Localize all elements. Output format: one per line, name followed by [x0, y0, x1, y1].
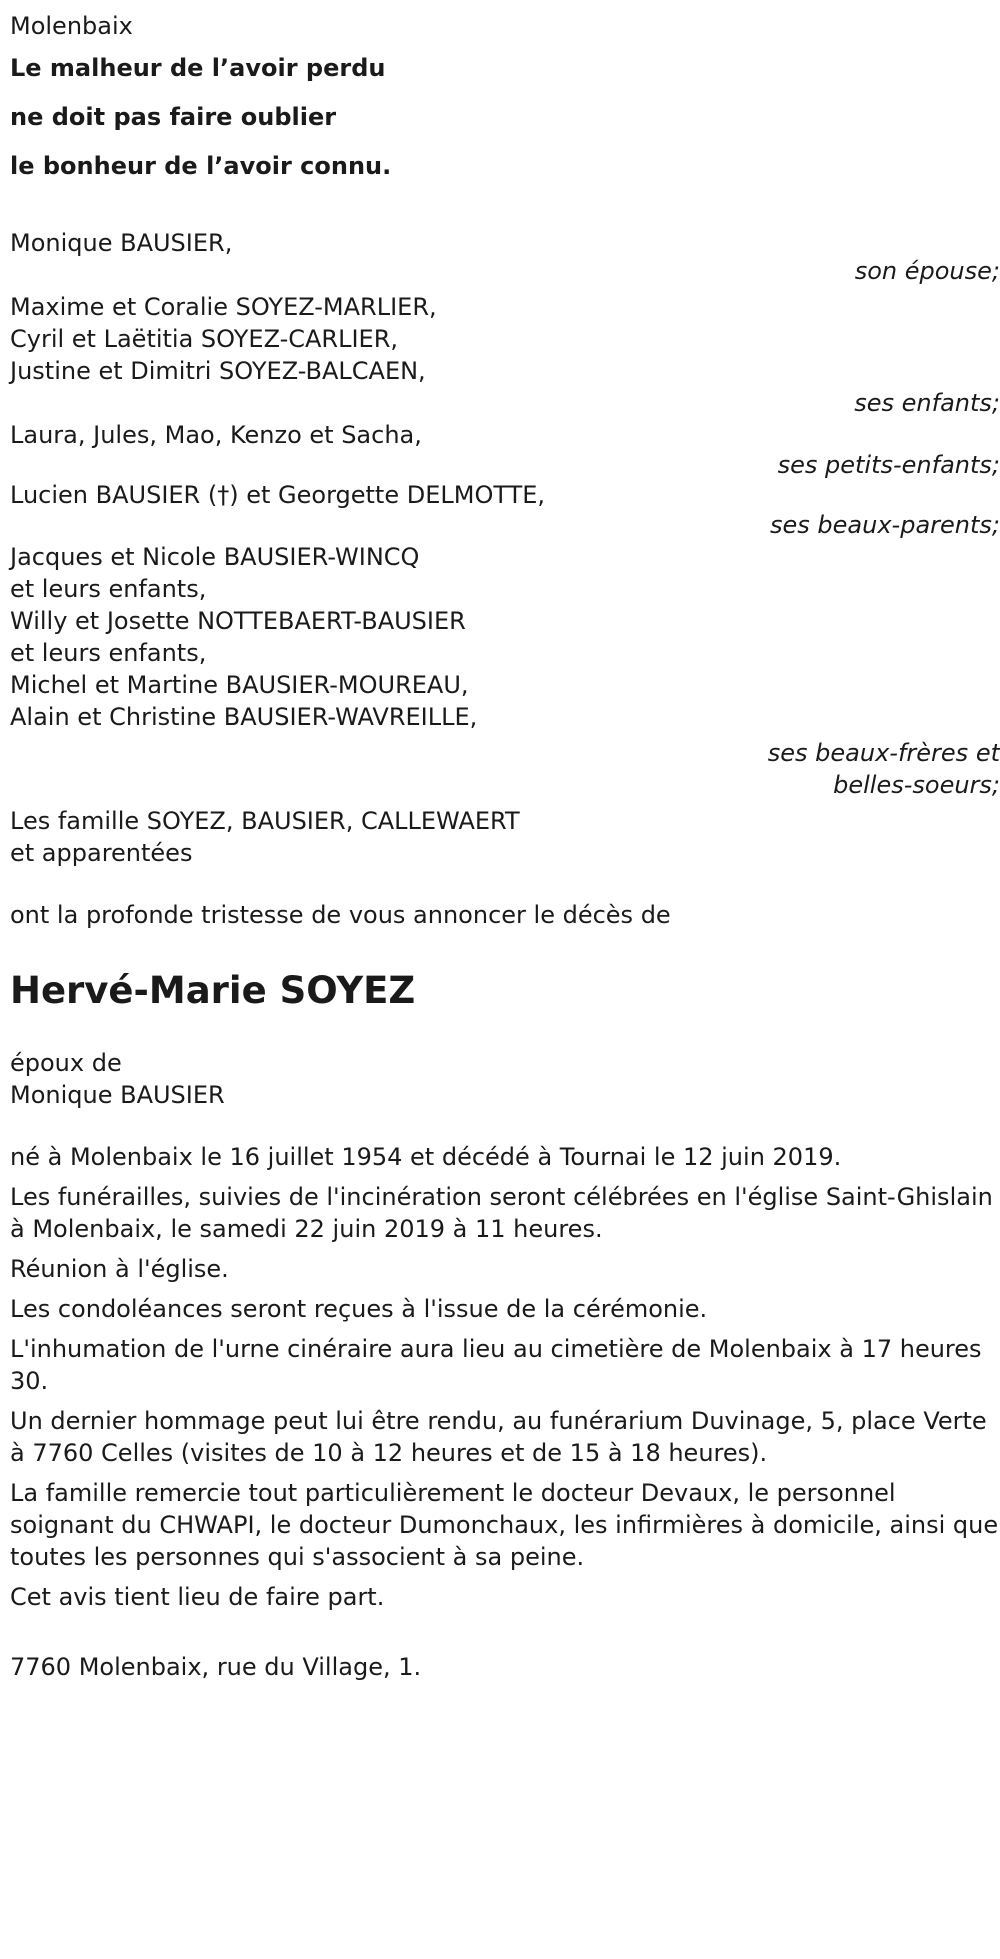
- family-name-line: Laura, Jules, Mao, Kenzo et Sacha,: [10, 421, 422, 449]
- family-role: ses beaux-parents;: [770, 511, 1000, 539]
- family-role: belles-soeurs;: [833, 771, 1000, 799]
- funeral-details: [10, 1141, 1000, 1613]
- detail-paragraph: Les condoléances seront reçues à l'issue de la cérémonie.: [10, 1295, 708, 1323]
- spouse-of-line: Monique BAUSIER: [10, 1081, 225, 1109]
- detail-paragraph: Un dernier hommage peut lui être rendu, au funérarium Duvinage, 5, place Verte à 7760 Celles (visites de 10 à 12 heures et de 15 à 18 heures).: [10, 1407, 987, 1467]
- quote-line: Le malheur de l’avoir perdu: [10, 54, 386, 82]
- family-role: son épouse;: [854, 257, 1000, 285]
- family-group-parents-in-law: [10, 479, 1000, 545]
- family-group-spouse: [10, 223, 1000, 291]
- deceased-name: Hervé-Marie SOYEZ: [10, 969, 416, 1012]
- family-name-line: et leurs enfants,: [10, 639, 207, 667]
- family-name-line: Willy et Josette NOTTEBAERT-BAUSIER: [10, 607, 466, 635]
- family-group-relatives: [10, 805, 1000, 869]
- family-address: 7760 Molenbaix, rue du Village, 1.: [10, 1653, 422, 1681]
- detail-paragraph: Cet avis tient lieu de faire part.: [10, 1583, 385, 1611]
- family-name-line: Alain et Christine BAUSIER-WAVREILLE,: [10, 703, 478, 731]
- family-name-line: Cyril et Laëtitia SOYEZ-CARLIER,: [10, 325, 399, 353]
- detail-paragraph: La famille remercie tout particulièrement le docteur Devaux, le personnel soignant du CHWAPI, le docteur Dumonchaux, les infirmières à domicile, ainsi que toutes les personnes qui s'associent à sa peine.: [10, 1479, 999, 1571]
- family-group-grandchildren: [10, 419, 1000, 485]
- family-role: ses petits-enfants;: [777, 451, 1000, 479]
- family-name-line: et apparentées: [10, 839, 193, 867]
- family-name-line: Jacques et Nicole BAUSIER-WINCQ: [10, 543, 420, 571]
- family-role: ses beaux-frères et: [767, 739, 1000, 767]
- family-name-line: et leurs enfants,: [10, 575, 207, 603]
- quote-line: ne doit pas faire oublier: [10, 103, 337, 131]
- memorial-quote: [10, 44, 1000, 191]
- family-name-line: Lucien BAUSIER (†) et Georgette DELMOTTE,: [10, 481, 546, 509]
- family-role: ses enfants;: [854, 389, 1000, 417]
- family-name-line: Michel et Martine BAUSIER-MOUREAU,: [10, 671, 469, 699]
- spouse-of-line: époux de: [10, 1049, 122, 1077]
- announcement-text: ont la profonde tristesse de vous annoncer le décès de: [10, 901, 671, 929]
- family-name-line: Monique BAUSIER,: [10, 229, 233, 257]
- family-name-line: Maxime et Coralie SOYEZ-MARLIER,: [10, 293, 437, 321]
- detail-paragraph: Les funérailles, suivies de l'incinération seront célébrées en l'église Saint-Ghislain à Molenbaix, le samedi 22 juin 2019 à 11 heures.: [10, 1183, 993, 1243]
- family-group-children: [10, 291, 1000, 423]
- family-name-line: Les famille SOYEZ, BAUSIER, CALLEWAERT: [10, 807, 520, 835]
- detail-paragraph: L'inhumation de l'urne cinéraire aura lieu au cimetière de Molenbaix à 17 heures 30.: [10, 1335, 982, 1395]
- family-name-line: Justine et Dimitri SOYEZ-BALCAEN,: [10, 357, 426, 385]
- quote-line: le bonheur de l’avoir connu.: [10, 152, 392, 180]
- detail-paragraph: né à Molenbaix le 16 juillet 1954 et décédé à Tournai le 12 juin 2019.: [10, 1143, 842, 1171]
- family-group-siblings-in-law: [10, 541, 1000, 801]
- detail-paragraph: Réunion à l'église.: [10, 1255, 229, 1283]
- place-heading: Molenbaix: [10, 12, 133, 40]
